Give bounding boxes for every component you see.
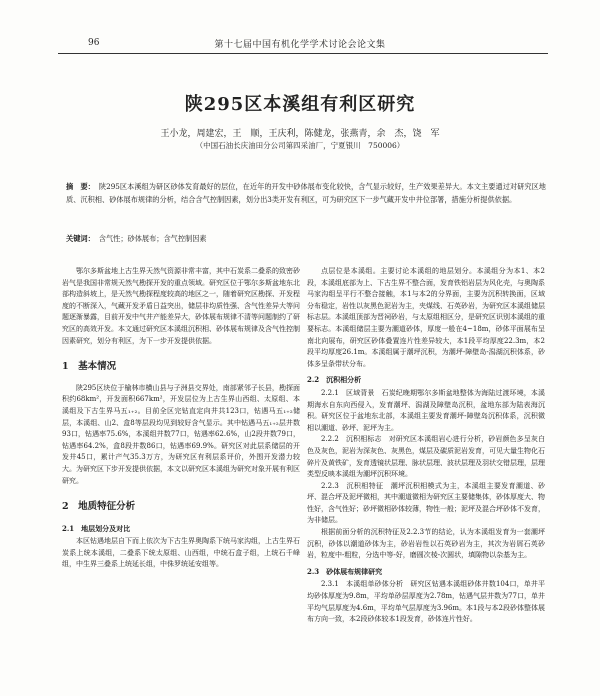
- author-list: 王小龙，周建宏，王 顺，王庆利，陈健龙，张燕青，余 杰，饶 军: [160, 129, 440, 139]
- page-number: 96: [88, 38, 100, 48]
- right-column: [307, 266, 545, 626]
- subsection-2-2-heading: 2.2 沉积相分析: [307, 375, 362, 385]
- sedimentary-summary-paragraph: 根据前面分析的沉积特征及2.2.3节的结论，认为本溪组发育为一套潮坪沉积，砂体以潮道砂体为主，砂岩岩性以石英砂岩为主，其次为岩屑石英砂岩，粒度中-粗粒，分选中等-好，磨圆次棱-次圆状，填隙物以杂基为主。: [307, 528, 545, 560]
- section-1-heading: 1 基本情况: [62, 361, 117, 373]
- affiliation: （中国石油长庆油田分公司第四采油厂，宁夏银川 750006）: [195, 141, 405, 150]
- section-1-paragraph: 陕295区块位于榆林市横山县与子洲县交界处，南部紧邻子长县，勘探面积约68km²，开发面积667km²，开发层位为上古生界山西组、太原组、本溪组及下古生界马五₁₊₂。目前全区完钻直定向井共123口，钻遇马五₁₊₂储层，本溪组、山2、盒8等层段均见到较好含气显示。其中钻遇马五₁₊₂层井数93口，钻遇率75.6%，本溪组井数77口，钻遇率62.6%，山2段井数79口，钻遇率64.2%，盒8段井数86口，钻遇率69.9%。研究区对此层系储层的开发井45口，累计产气35.3万方，为研究区有利层系评价，外围开发潜力较大。为研究区下步开发提供依据，本文以研究区本溪组为研究对象开展有利区研究。: [62, 383, 300, 485]
- subsection-2-2-3-paragraph: 2.2.3 沉积相特征 潮坪沉积相模式为主，本溪组主要发育潮道、砂坪、混合坪及泥坪微相，其中潮道微相为研究区主要储集体，砂体厚度大、物性好，含气性好；砂坪微相砂体较薄，物性一般；泥坪及混合坪砂体不发育，为非储层。: [307, 481, 545, 525]
- abstract-text: 陕295区本溪组为研区砂体发育最好的层位，在近年的开发中砂体展布变化较快，含气显示较好，生产效果差异大。本文主要通过对研究区地质、沉积相、砂体展布规律的分析，结合含气控制因素，划分出3类开发有利区，可为研究区下一步气藏开发中井位部署，措施分析提供依据。: [66, 182, 546, 204]
- subsection-2-3-1-paragraph: 2.3.1 本溪组单砂体分析 研究区钻遇本溪组砂体井数104口，单井平均砂体厚度为9.8m，平均单砂层厚度为2.78m，钻遇气层井数为77口，单井平均气层厚度为4.6m，平均单气层厚度为3.96m。本1段与本2段砂体整体展布方向一致，本2段砂体较本1段发育，砂体连片性好。: [307, 580, 545, 624]
- keywords-label: 关键词：: [66, 234, 95, 243]
- section-2-heading: 2 地质特征分析: [62, 501, 136, 513]
- subsection-2-2-1-paragraph: 2.2.1 区域背景 石炭纪晚期鄂尔多斯盆地整体为海陆过渡环境，本溪期海水自东向西侵入，发育潮坪、潟湖及障壁岛沉积，盆地东部为陆表海沉积。研究区位于盆地东北部，本溪组主要发育潮坪-障壁岛沉积体系，沉积微相以潮道、砂坪、泥坪为主。: [307, 388, 545, 432]
- paper-title: 陕295区本溪组有利区研究: [184, 94, 416, 115]
- abstract-label: 摘 要：: [66, 182, 95, 191]
- left-column: [62, 266, 300, 571]
- stratigraphy-paragraph: 点层位是本溪组。主要讨论本溪组的地层划分。本溪组分为本1、本2段，本溪组底部为上、下古生界不整合面，发育铁铝岩层为风化壳，与奥陶系马家沟组呈平行不整合接触，本1与本2的分界面，主要为沉积转换面，区域分布稳定，岩性以灰黑色泥岩为主，夹煤线、石英砂岩，为研究区本溪组储层标志层。本溪组顶部为晋祠砂岩，与太原组相区分，是研究区识别本溪组的重要标志。本溪组储层主要为潮道砂体，厚度一般在4~18m，砂体平面展布呈南北向展布，研究区砂体叠置连片性差异较大，本1段平均厚度22.3m，本2段平均厚度26.1m。本溪组属于潮坪沉积，为潮坪-障壁岛-潟湖沉积体系，砂体多呈条带状分布。: [307, 267, 545, 368]
- subsection-2-1-heading: 2.1 地层划分及对比: [62, 523, 131, 533]
- subsection-2-1-paragraph: 本区钻遇地层自下而上依次为下古生界奥陶系下统马家沟组，上古生界石炭系上统本溪组，二叠系下统太原组、山西组，中统石盒子组，上统石千峰组，中生界三叠系上统延长组，中侏罗统延安组等。: [62, 537, 300, 569]
- header-rule: [58, 53, 548, 54]
- intro-paragraph: 鄂尔多斯盆地上古生界天然气资源非常丰富，其中石炭系二叠系的致密砂岩气是我国非常规天然气勘探开发的重点领域。研究区位于鄂尔多斯盆地东北部构造斜坡上，是天然气勘探程度较高的地区之一，随着研究区勘探、开发程度的不断深入，气藏开发矛盾日益突出，储层非均质性强、含气性差异大等问题逐渐暴露，目前开发中气井产能差异大，砂体展布规律不清等问题制约了研究区的高效开发。本文通过研究区本溪组沉积相、砂体展布规律及含气性控制因素研究，划分有利区，为下一步开发提供依据。: [62, 267, 300, 345]
- subsection-2-3-heading: 2.3 砂体展布规律研究: [307, 566, 383, 576]
- keywords: [66, 234, 546, 244]
- running-head: 第十七届中国有机化学学术讨论会论文集: [214, 40, 386, 50]
- subsection-2-2-2-paragraph: 2.2.2 沉积相标志 对研究区本溪组岩心进行分析，砂岩颜色多呈灰白色及灰色，泥岩为深灰色、灰黑色，煤层及碳质泥岩发育，可见大量生物化石碎片及黄铁矿，发育透镜状层理、脉状层理、波状层理及羽状交错层理，层理类型反映本溪组为潮坪沉积环境。: [307, 435, 545, 479]
- abstract: [66, 181, 546, 206]
- keywords-text: 含气性；砂体展布；含气控制因素: [98, 234, 207, 243]
